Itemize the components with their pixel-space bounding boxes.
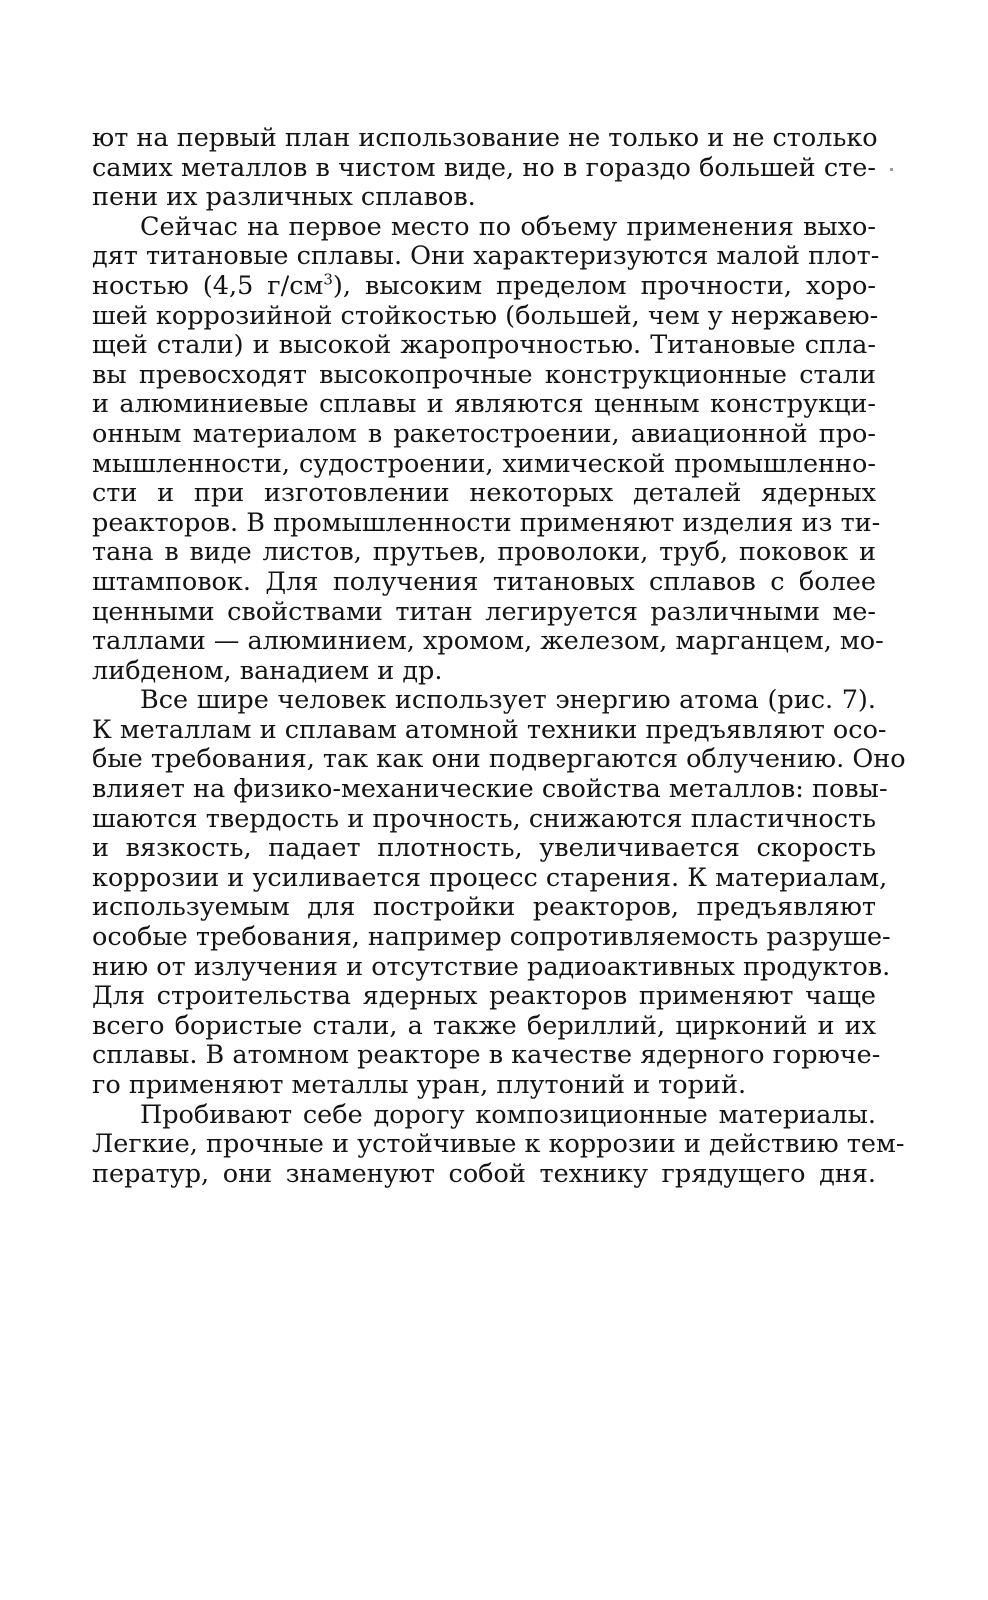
- paragraph-4: [92, 1099, 905, 1190]
- text-fragment: ностью (4,5 г/см: [92, 270, 324, 301]
- text-line: штамповок. Для получения титановых сплавов с более: [92, 566, 876, 597]
- text-line: тана в виде листов, прутьев, проволоки, труб, поковок и: [92, 537, 876, 568]
- text-line: всего бористые стали, а также бериллий, цирконий и их: [92, 1010, 876, 1041]
- text-line: Для строительства ядерных реакторов применяют чаще: [92, 981, 876, 1012]
- text-line: Сейчас на первое место по объему применения выхо-: [140, 211, 876, 242]
- paragraph-2: [92, 211, 884, 687]
- page-text: [92, 123, 906, 1189]
- text-line: влияет на физико-механические свойства металлов: повы-: [92, 774, 888, 805]
- text-line: реакторов. В промышленности применяют изделия из ти-: [92, 507, 881, 538]
- text-line: шаются твердость и прочность, снижаются пластичность: [92, 803, 876, 834]
- text-line: сплавы. В атомном реакторе в качестве ядерного горюче-: [92, 1040, 881, 1071]
- text-line: дят титановые сплавы. Они характеризуются малой плот-: [92, 241, 880, 272]
- text-line: онным материалом в ракетостроении, авиационной про-: [92, 418, 876, 449]
- text-line: щей стали) и высокой жаропрочностью. Титановые спла-: [92, 330, 876, 361]
- paragraph-1: [92, 124, 876, 213]
- text-line: Легкие, прочные и устойчивые к коррозии и действию тем-: [92, 1129, 905, 1160]
- text-line: используемым для постройки реакторов, предъявляют: [92, 892, 876, 923]
- text-line-with-superscript: [92, 272, 876, 302]
- text-line: либденом, ванадием и др.: [92, 655, 443, 686]
- text-line: бые требования, так как они подвергаются облучению. Оно: [92, 744, 906, 775]
- text-line: коррозии и усиливается процесс старения. К материалам,: [92, 862, 888, 893]
- text-line: Все шире человек использует энергию атома (рис. 7).: [140, 685, 876, 716]
- text-line: сти и при изготовлении некоторых деталей ядерных: [92, 478, 876, 509]
- text-line: ценными свойствами титан легируется различными ме-: [92, 596, 876, 627]
- text-line: нию от излучения и отсутствие радиоактивных продуктов.: [92, 951, 891, 982]
- text-line: ют на первый план использование не только и не столько: [92, 123, 878, 153]
- text-line: и вязкость, падает плотность, увеличивается скорость: [92, 833, 876, 864]
- text-line: мышленности, судостроении, химической промышленно-: [92, 448, 876, 479]
- text-line: особые требования, например сопротивляемость разруше-: [92, 922, 891, 953]
- text-line: пени их различных сплавов.: [92, 182, 476, 213]
- text-line: Пробивают себе дорогу композиционные материалы.: [140, 1099, 876, 1130]
- text-fragment: высоким пределом прочности, хоро-: [364, 270, 876, 301]
- text-line: ператур, они знаменуют собой технику грядущего дня.: [92, 1158, 876, 1189]
- text-line: го применяют металлы уран, плутоний и торий.: [92, 1070, 747, 1100]
- scan-speck: [890, 168, 893, 171]
- text-line: самих металлов в чистом виде, но в гораздо большей сте-: [92, 152, 876, 183]
- text-line: вы превосходят высокопрочные конструкционные стали: [92, 359, 876, 390]
- text-line: шей коррозийной стойкостью (большей, чем у нержавею-: [92, 300, 879, 331]
- paragraph-3: [92, 685, 906, 1100]
- text-line: таллами — алюминием, хромом, железом, марганцем, мо-: [92, 626, 884, 657]
- text-fragment: ),: [332, 270, 351, 301]
- text-line: К металлам и сплавам атомной техники предъявляют осо-: [92, 714, 887, 745]
- text-line: и алюминиевые сплавы и являются ценным конструкци-: [92, 389, 876, 420]
- superscript: 3: [323, 270, 333, 289]
